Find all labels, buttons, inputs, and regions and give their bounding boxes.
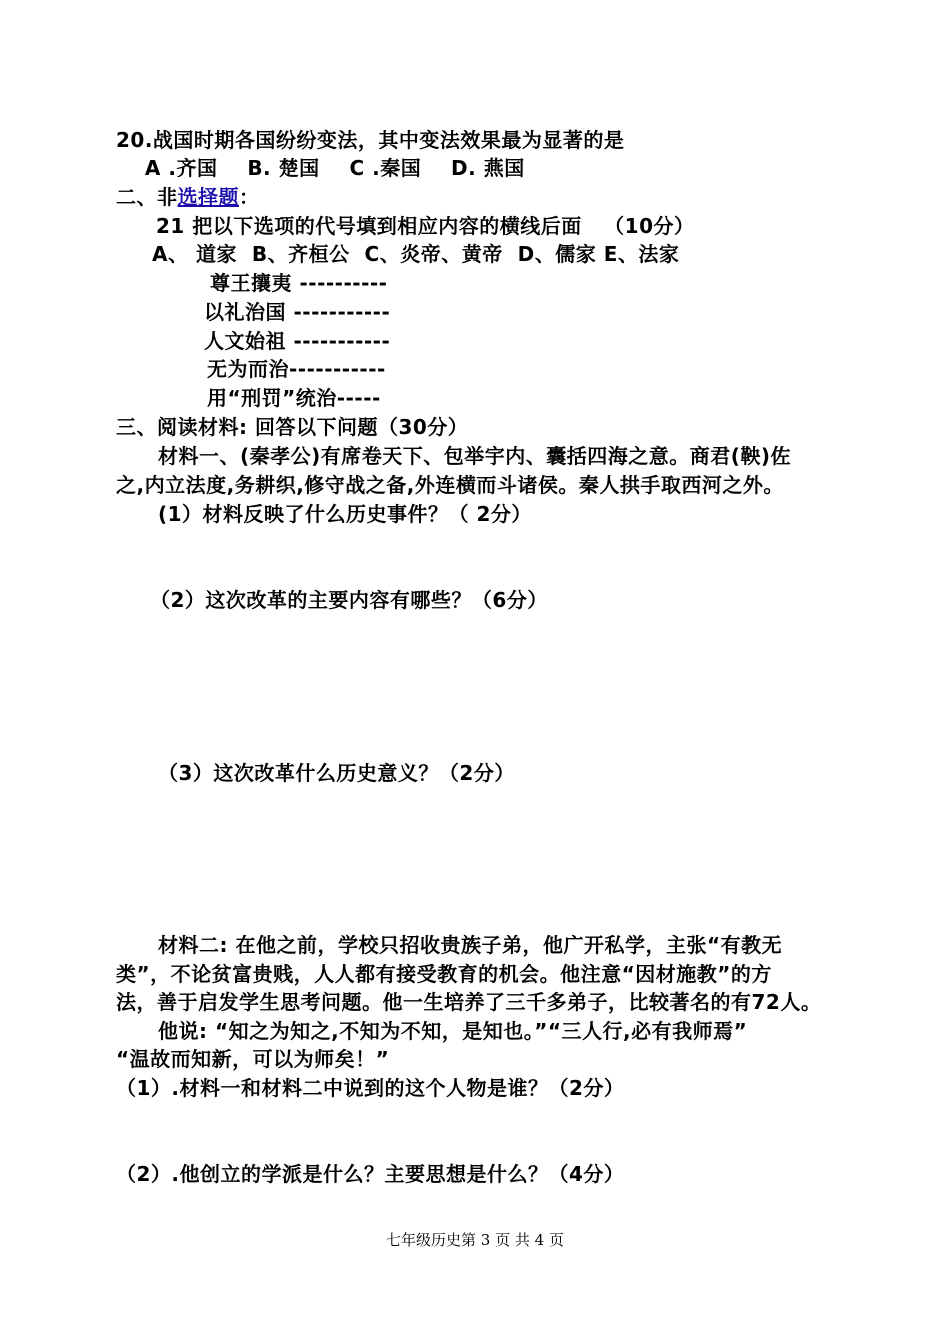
question-21-item: 用“刑罚”统治----- [207, 386, 381, 410]
material-2-question-2: （2）.他创立的学派是什么？主要思想是什么？（4分） [116, 1162, 625, 1186]
page-footer: 七年级历史第 3 页 共 4 页 [386, 1231, 564, 1249]
material-1-line: 材料一、(秦孝公)有席卷天下、包举宇内、囊括四海之意。商君(鞅)佐 [158, 444, 792, 468]
material-2-question-1: （1）.材料一和材料二中说到的这个人物是谁？（2分） [116, 1076, 625, 1100]
question-21-item: 人文始祖 ----------- [204, 329, 391, 353]
material-2-line: 他说: “知之为知之,不知为不知，是知也。”“三人行,必有我师焉” [158, 1019, 748, 1043]
question-21-options: A、 道家 B、齐桓公 C、炎帝、黄帝 D、儒家 E、法家 [152, 242, 680, 266]
material-1-question-3: （3）这次改革什么历史意义？（2分） [158, 761, 515, 785]
material-2-line: 类”，不论贫富贵贱，人人都有接受教育的机会。他注意“因材施教”的方 [116, 962, 772, 986]
material-2-line: “温故而知新，可以为师矣！” [116, 1047, 390, 1071]
question-20-options: A .齐国 B. 楚国 C .秦国 D. 燕国 [130, 156, 525, 180]
material-1-question-2: （2）这次改革的主要内容有哪些？（6分） [150, 588, 548, 612]
material-2-line: 法，善于启发学生思考问题。他一生培养了三千多弟子，比较著名的有72人。 [116, 990, 822, 1014]
question-21-stem: 21 把以下选项的代号填到相应内容的横线后面 （10分） [156, 214, 695, 238]
material-1-line: 之,内立法度,务耕织,修守战之备,外连横而斗诸侯。秦人拱手取西河之外。 [116, 473, 784, 497]
section-3-heading: 三、阅读材料: 回答以下问题（30分） [116, 415, 469, 439]
question-21-item: 以礼治国 ----------- [204, 300, 391, 324]
question-21-item: 无为而治----------- [207, 357, 386, 381]
material-2-line: 材料二: 在他之前，学校只招收贵族子弟，他广开私学，主张“有教无 [158, 933, 783, 957]
question-20-stem: 20.战国时期各国纷纷变法，其中变法效果最为显著的是 [116, 128, 625, 152]
material-1-question-1: (1）材料反映了什么历史事件？（ 2分） [158, 502, 532, 526]
choice-question-link[interactable]: 选择题 [177, 185, 239, 209]
question-21-item: 尊王攘夷 ---------- [210, 271, 388, 295]
section-2-prefix: 二、非 [116, 185, 178, 209]
section-2-heading [116, 183, 260, 211]
section-2-suffix: ： [239, 185, 260, 209]
